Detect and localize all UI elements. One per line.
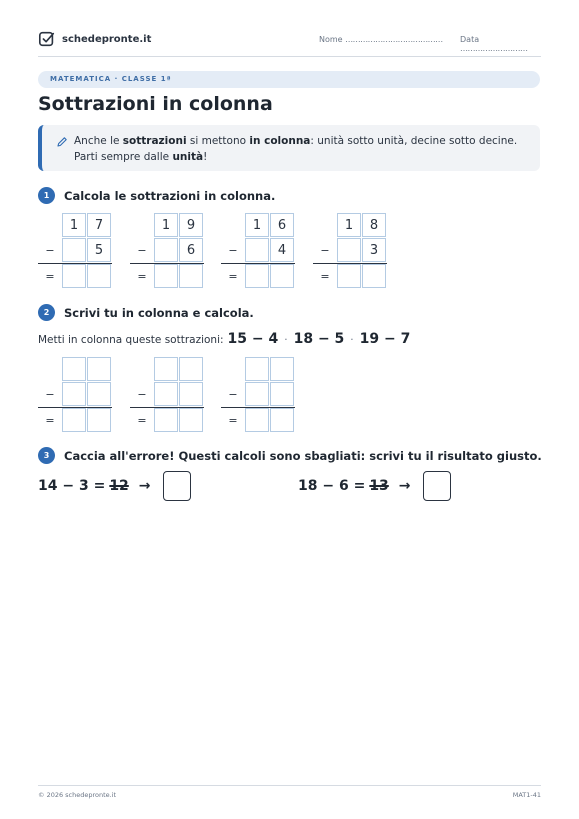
- note-keyword: in colonna: [249, 135, 311, 147]
- error-expression: 18 − 6 =: [298, 478, 366, 494]
- column-subtraction-block: [221, 357, 303, 433]
- page-footer: [38, 785, 541, 799]
- column-subtraction-block: [313, 213, 395, 289]
- digit-cell: 8: [362, 213, 386, 237]
- blank-cell[interactable]: [179, 357, 203, 381]
- operation-3: 19 − 7: [359, 331, 411, 347]
- result-cell[interactable]: [154, 264, 178, 288]
- result-cell[interactable]: [337, 264, 361, 288]
- answer-box[interactable]: [423, 471, 451, 501]
- page-header: [38, 28, 541, 57]
- minus-sign: −: [45, 387, 55, 401]
- minus-sign: −: [137, 387, 147, 401]
- blank-cell[interactable]: [270, 357, 294, 381]
- equals-sign: =: [320, 269, 330, 283]
- digit-cell: 1: [62, 213, 86, 237]
- digit-cell: 7: [87, 213, 111, 237]
- arrow-right-icon: →: [398, 478, 411, 494]
- subject-pill: [38, 71, 540, 88]
- minus-sign: −: [137, 243, 147, 257]
- blank-cell[interactable]: [245, 357, 269, 381]
- name-field[interactable]: [319, 35, 443, 44]
- digit-cell: [154, 238, 178, 262]
- wrong-result: 13: [369, 478, 389, 494]
- error-item-1: [38, 471, 191, 501]
- blank-cell[interactable]: [154, 357, 178, 381]
- digit-cell: 6: [179, 238, 203, 262]
- result-cell[interactable]: [270, 264, 294, 288]
- digit-cell: [62, 238, 86, 262]
- column-subtraction-block: [38, 213, 120, 289]
- digit-cell: 6: [270, 213, 294, 237]
- copyright: © 2026 schedepronte.it: [38, 791, 117, 799]
- result-cell[interactable]: [362, 264, 386, 288]
- equals-sign: =: [45, 269, 55, 283]
- column-subtraction-block: [38, 357, 120, 433]
- result-cell[interactable]: [87, 264, 111, 288]
- blank-cell[interactable]: [87, 357, 111, 381]
- column-subtraction-block: [130, 213, 212, 289]
- digit-cell: 1: [154, 213, 178, 237]
- equals-sign: =: [137, 269, 147, 283]
- separator-dot: ·: [284, 334, 288, 346]
- result-cell[interactable]: [154, 408, 178, 432]
- section-2-heading: [38, 304, 254, 321]
- brand-name: schedepronte.it: [62, 33, 152, 45]
- brand-logo: [38, 30, 151, 48]
- minus-sign: −: [228, 387, 238, 401]
- column-subtraction-block: [130, 357, 212, 433]
- note-text-part: Anche le: [74, 135, 123, 147]
- name-label: Nome: [319, 35, 343, 44]
- date-label: Data: [460, 35, 480, 44]
- date-dots: ………………………: [460, 44, 528, 53]
- page-code: MAT1-41: [512, 791, 541, 799]
- operation-1: 15 − 4: [227, 331, 279, 347]
- digit-cell: 5: [87, 238, 111, 262]
- section-number-badge: 2: [38, 304, 55, 321]
- arrow-right-icon: →: [138, 478, 151, 494]
- equals-sign: =: [228, 269, 238, 283]
- digit-cell: 1: [245, 213, 269, 237]
- result-cell[interactable]: [87, 408, 111, 432]
- blank-cell[interactable]: [245, 382, 269, 406]
- result-cell[interactable]: [270, 408, 294, 432]
- blank-cell[interactable]: [154, 382, 178, 406]
- section-number-badge: 1: [38, 187, 55, 204]
- result-cell[interactable]: [62, 264, 86, 288]
- digit-cell: 9: [179, 213, 203, 237]
- checkbox-logo-icon: [38, 30, 56, 48]
- date-field[interactable]: [460, 35, 541, 53]
- name-dots: …………………………………: [345, 35, 443, 44]
- section-title: Caccia all'errore! Questi calcoli sono sbagliati: scrivi tu il risultato giusto.: [64, 448, 542, 463]
- note-keyword: sottrazioni: [122, 135, 187, 147]
- info-note: [38, 125, 540, 171]
- equals-sign: =: [137, 413, 147, 427]
- section-2-instruction: [38, 331, 410, 347]
- answer-box[interactable]: [163, 471, 191, 501]
- page-title: Sottrazioni in colonna: [38, 93, 273, 115]
- equals-sign: =: [45, 413, 55, 427]
- blank-cell[interactable]: [62, 357, 86, 381]
- blank-cell[interactable]: [270, 382, 294, 406]
- minus-sign: −: [45, 243, 55, 257]
- section-title: Calcola le sottrazioni in colonna.: [64, 188, 276, 203]
- wrong-result: 12: [109, 478, 129, 494]
- blank-cell[interactable]: [62, 382, 86, 406]
- note-text-part: : unità sotto unità, decine sotto decine. Parti sempre dalle: [74, 135, 518, 163]
- note-text-part: !: [203, 151, 208, 163]
- instruction-text: Metti in colonna queste sottrazioni:: [38, 334, 224, 346]
- digit-cell: 4: [270, 238, 294, 262]
- result-cell[interactable]: [245, 264, 269, 288]
- note-keyword: unità: [172, 151, 204, 163]
- error-expression: 14 − 3 =: [38, 478, 106, 494]
- error-item-2: [298, 471, 451, 501]
- blank-cell[interactable]: [179, 382, 203, 406]
- minus-sign: −: [228, 243, 238, 257]
- result-cell[interactable]: [179, 408, 203, 432]
- result-cell[interactable]: [245, 408, 269, 432]
- digit-cell: [245, 238, 269, 262]
- column-subtraction-block: [221, 213, 303, 289]
- equals-sign: =: [228, 413, 238, 427]
- section-3-heading: [38, 447, 542, 464]
- separator-dot: ·: [350, 334, 354, 346]
- pencil-icon: [56, 136, 68, 148]
- section-title: Scrivi tu in colonna e calcola.: [64, 305, 254, 320]
- note-text: [74, 133, 530, 165]
- note-text-part: si mettono: [186, 135, 250, 147]
- subject-label: MATEMATICA · CLASSE 1ª: [50, 75, 172, 83]
- section-number-badge: 3: [38, 447, 55, 464]
- digit-cell: 3: [362, 238, 386, 262]
- digit-cell: [337, 238, 361, 262]
- result-cell[interactable]: [179, 264, 203, 288]
- section-1-heading: [38, 187, 275, 204]
- result-cell[interactable]: [62, 408, 86, 432]
- digit-cell: 1: [337, 213, 361, 237]
- minus-sign: −: [320, 243, 330, 257]
- operation-2: 18 − 5: [293, 331, 345, 347]
- blank-cell[interactable]: [87, 382, 111, 406]
